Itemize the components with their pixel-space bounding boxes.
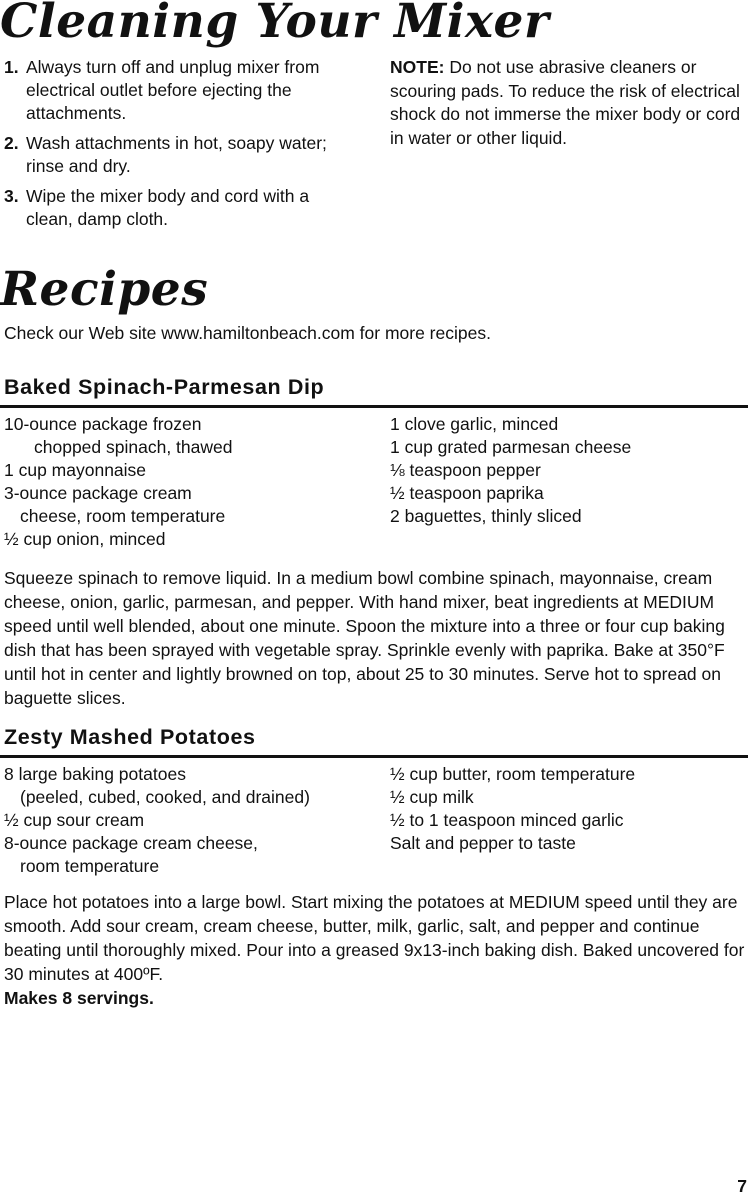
- mashed-potatoes-method: Place hot potatoes into a large bowl. Start mixing the potatoes at MEDIUM speed until they are smooth. Add sour cream, cream cheese, butter, milk, garlic, salt, and pepper and continue beating until thoroughly mixed. Pour into a greased 9x13-inch baking dish. Baked uncovered for 30 minutes at 400ºF.: [4, 892, 745, 984]
- ingredient-line: 1 cup mayonnaise: [4, 460, 147, 480]
- potato-ingredients-right: [390, 763, 635, 855]
- step-text: Always turn off and unplug mixer from electrical outlet before ejecting the attachments.: [26, 57, 320, 123]
- step-text: Wipe the mixer body and cord with a clean, damp cloth.: [26, 186, 310, 229]
- ingredient-line: 10-ounce package frozen: [4, 414, 202, 434]
- ingredient-line: 3-ounce package cream: [4, 483, 192, 503]
- recipes-title: Recipes: [0, 262, 209, 317]
- ingredient-line: ½ cup butter, room temperature: [390, 764, 636, 784]
- spinach-ingredients-right: [390, 413, 631, 528]
- ingredient-line: Salt and pepper to taste: [390, 833, 576, 853]
- section-divider: [0, 405, 748, 408]
- ingredient-line: ½ to 1 teaspoon minced garlic: [390, 810, 624, 830]
- cleaning-step: [4, 132, 354, 178]
- ingredient-line: 2 baguettes, thinly sliced: [390, 506, 582, 526]
- ingredient-line: 8 large baking potatoes: [4, 764, 186, 784]
- ingredient-line: room temperature: [20, 856, 160, 876]
- step-number: 1.: [4, 57, 19, 77]
- ingredient-line: chopped spinach, thawed: [34, 437, 233, 457]
- cleaning-note: [390, 56, 742, 150]
- ingredient-line: 1 clove garlic, minced: [390, 414, 559, 434]
- note-text: Do not use abrasive cleaners or scouring pads. To reduce the risk of electrical shock do not immerse the mixer body or cord in water or other liquid.: [390, 57, 741, 148]
- step-number: 3.: [4, 186, 19, 206]
- note-label: NOTE:: [390, 57, 445, 77]
- cleaning-step: [4, 185, 354, 231]
- cleaning-step: [4, 56, 354, 125]
- section-divider: [0, 755, 748, 758]
- servings-note: Makes 8 servings.: [4, 988, 154, 1008]
- spinach-dip-method: Squeeze spinach to remove liquid. In a medium bowl combine spinach, mayonnaise, cream cheese, onion, garlic, parmesan, and pepper. With hand mixer, beat ingredients at MEDIUM speed until well blended, about one minute. Spoon the mixture into a three or four cup baking dish that has been sprayed with vegetable spray. Sprinkle evenly with paprika. Bake at 350°F until hot in center and lightly browned on top, about 25 to 30 minutes. Serve hot to spread on baguette slices.: [4, 568, 725, 708]
- ingredient-line: ½ teaspoon paprika: [390, 483, 544, 503]
- recipes-intro: Check our Web site www.hamiltonbeach.com for more recipes.: [4, 323, 491, 343]
- page-number: 7: [737, 1176, 747, 1196]
- spinach-dip-title: Baked Spinach-Parmesan Dip: [4, 375, 325, 399]
- ingredient-line: (peeled, cubed, cooked, and drained): [20, 787, 310, 807]
- ingredient-line: ½ cup sour cream: [4, 810, 145, 830]
- ingredient-line: ½ cup onion, minced: [4, 529, 166, 549]
- mashed-potatoes-title: Zesty Mashed Potatoes: [4, 725, 256, 749]
- ingredient-line: ½ cup milk: [390, 787, 474, 807]
- potato-ingredients-left: [4, 763, 310, 878]
- ingredient-line: ⅛ teaspoon pepper: [390, 460, 541, 480]
- ingredient-line: cheese, room temperature: [20, 506, 226, 526]
- ingredient-line: 8-ounce package cream cheese,: [4, 833, 258, 853]
- spinach-ingredients-left: [4, 413, 232, 551]
- cleaning-title: Cleaning Your Mixer: [0, 0, 550, 49]
- step-text: Wash attachments in hot, soapy water; rinse and dry.: [26, 133, 327, 176]
- cleaning-steps-list: [4, 56, 354, 238]
- ingredient-line: 1 cup grated parmesan cheese: [390, 437, 632, 457]
- step-number: 2.: [4, 133, 19, 153]
